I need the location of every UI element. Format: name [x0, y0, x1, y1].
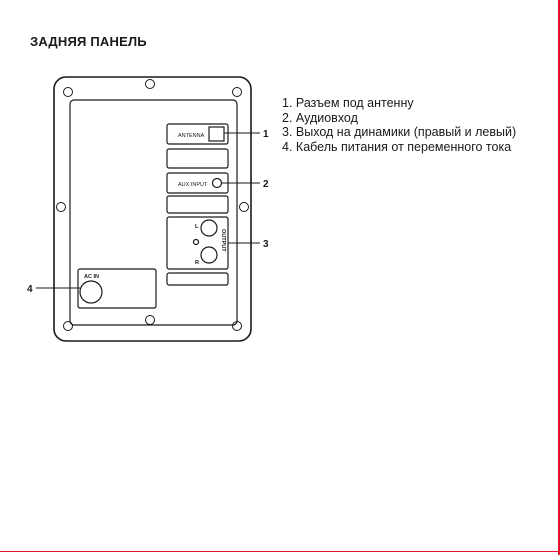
antenna-label: ANTENNA: [178, 133, 205, 139]
callout-number-2: 2: [263, 179, 269, 190]
legend-item-ac-cable: 4. Кабель питания от переменного тока: [282, 139, 512, 154]
screw-icon: [64, 88, 73, 97]
page-title: ЗАДНЯЯ ПАНЕЛЬ: [30, 34, 147, 49]
output-right-label: R: [195, 260, 199, 266]
legend-item-speaker-output: 3. Выход на динамики (правый и левый): [282, 125, 517, 140]
screw-icon: [240, 203, 249, 212]
output-label: OUTPUT: [220, 229, 226, 252]
callout-number-1: 1: [263, 129, 269, 140]
left-speaker-terminal-icon: [201, 220, 217, 236]
ac-input-label: AC IN: [84, 274, 99, 280]
antenna-connector-icon: [209, 127, 224, 141]
blank-slot: [167, 196, 228, 213]
screw-icon: [64, 322, 73, 331]
panel-screws: [57, 80, 249, 331]
legend-item-antenna: 1. Разъем под антенну: [282, 96, 414, 110]
aux-input-label: AUX INPUT: [178, 182, 208, 188]
blank-slot: [167, 273, 228, 285]
callout-number-4: 4: [27, 284, 33, 295]
output-indicator-icon: [194, 240, 199, 245]
aux-jack-icon: [213, 179, 222, 188]
screw-icon: [57, 203, 66, 212]
screw-icon: [146, 80, 155, 89]
legend-item-audio-input: 2. Аудиовход: [282, 110, 358, 125]
panel-outer-frame: [54, 77, 251, 341]
blank-slot: [167, 149, 228, 168]
screw-icon: [233, 88, 242, 97]
power-socket-icon: [80, 281, 102, 303]
output-left-label: L: [195, 224, 199, 230]
right-speaker-terminal-icon: [201, 247, 217, 263]
bottom-rule: [0, 551, 558, 552]
screw-icon: [146, 316, 155, 325]
callout-number-3: 3: [263, 239, 269, 250]
